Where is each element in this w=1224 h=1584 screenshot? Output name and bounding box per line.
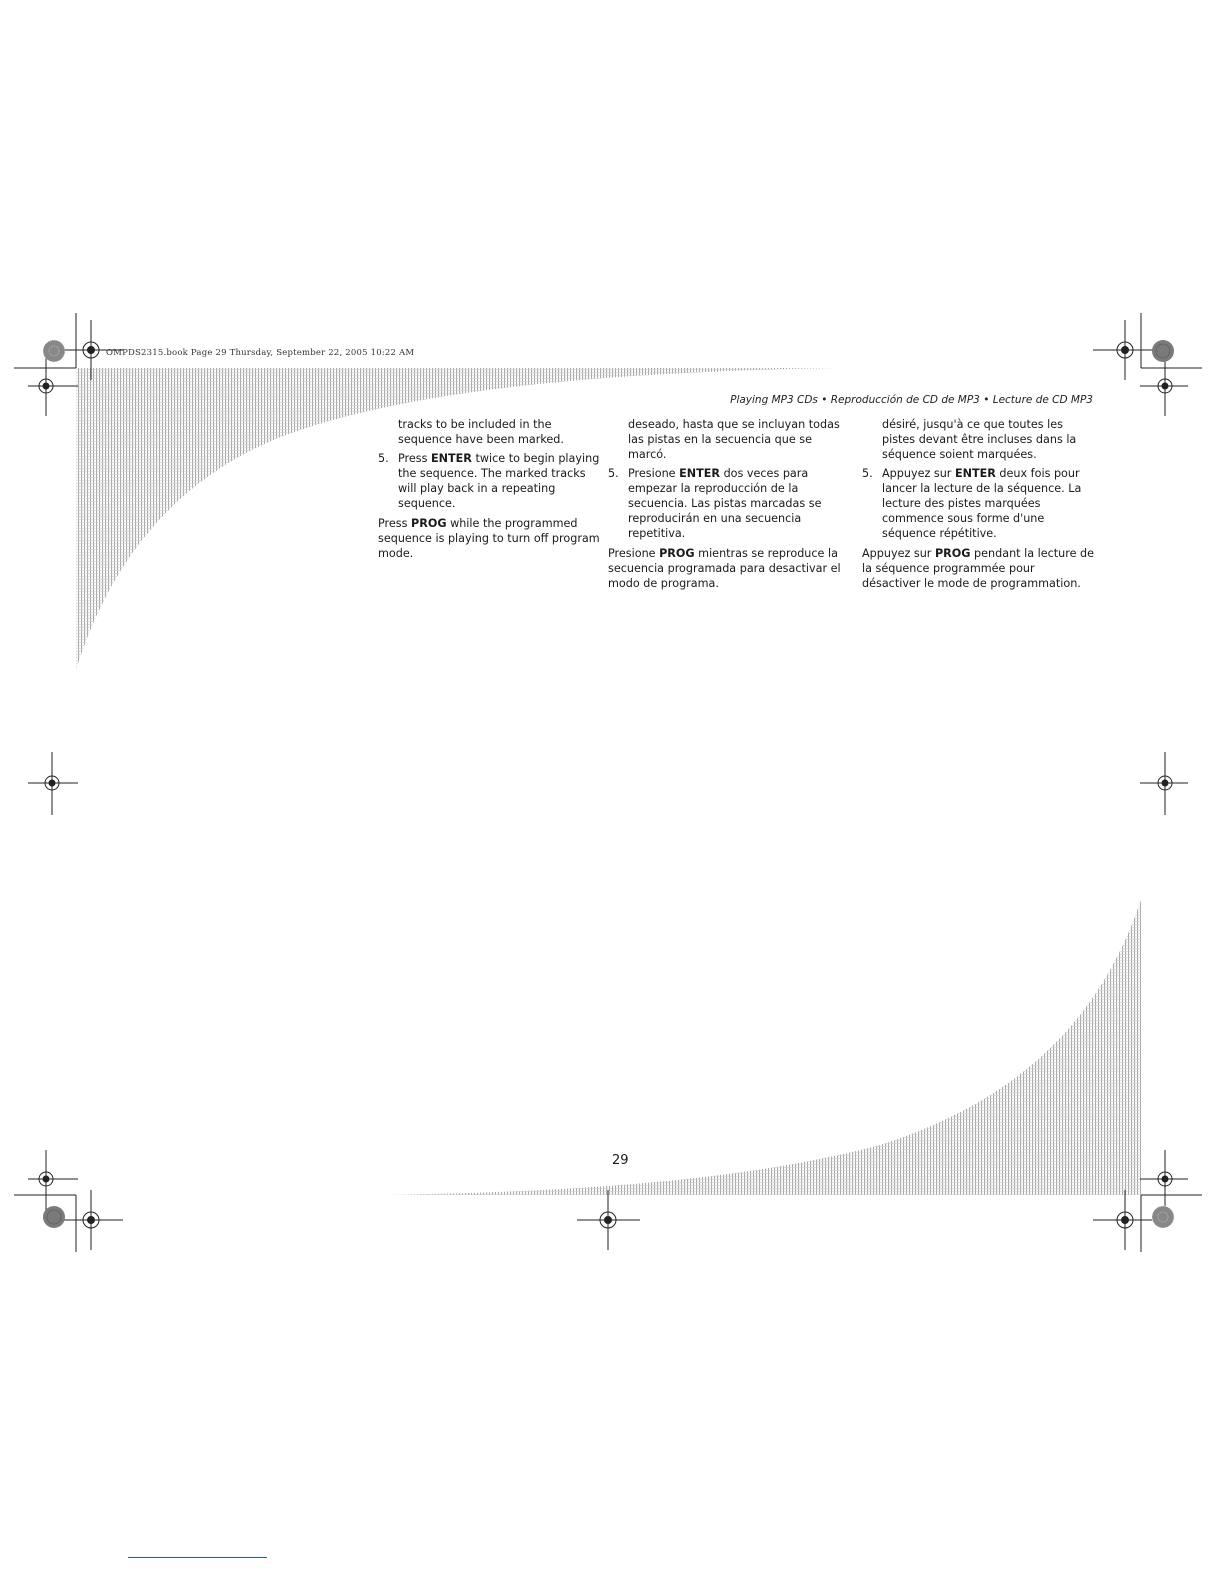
prog-key: PROG xyxy=(659,547,695,560)
prog-key: PROG xyxy=(934,547,971,560)
link-underline xyxy=(128,1557,267,1558)
registration-mark-right-upper xyxy=(1140,356,1188,416)
page-number: 29 xyxy=(612,1153,629,1168)
step-text: Press ENTER twice to begin playing the sequence. The marked tracks will play back in a repeating sequence. xyxy=(398,452,600,510)
step-number: 5. xyxy=(378,452,389,465)
registration-mark-left-lower xyxy=(28,1150,78,1210)
column-spanish xyxy=(608,417,852,596)
enter-key: ENTER xyxy=(431,452,472,465)
enter-key: ENTER xyxy=(679,467,721,480)
prog-note: Appuyez sur PROG pendant la lecture de la séquence programmée pour désactiver le mode de programmation. xyxy=(862,547,1095,590)
calibration-circle-bottom-left xyxy=(43,1206,65,1228)
column-french xyxy=(862,417,1096,596)
step-text: Appuyez sur ENTER deux fois pour lancer la lecture de la séquence. La lecture des pistes marquées commence sous forme d'une séquence répétitive. xyxy=(882,467,1082,540)
bottom-swoosh-graphic xyxy=(385,900,1141,1195)
registration-mark-bottom-left xyxy=(60,1190,123,1250)
step-5 xyxy=(608,466,852,541)
registration-mark-top-right xyxy=(1093,320,1156,380)
registration-mark-right-lower xyxy=(1140,1150,1188,1210)
prog-key: PROG xyxy=(411,517,447,530)
step-number: 5. xyxy=(608,467,619,480)
calibration-circle-top-left xyxy=(43,340,65,362)
registration-mark-left-middle xyxy=(28,752,78,815)
continued-text: tracks to be included in the sequence have been marked. xyxy=(398,418,564,446)
calibration-circle-bottom-right xyxy=(1152,1206,1174,1228)
step-5 xyxy=(378,451,600,511)
prog-note: Presione PROG mientras se reproduce la secuencia programada para desactivar el modo de programa. xyxy=(608,547,841,590)
calibration-circle-top-right xyxy=(1152,340,1174,362)
registration-mark-bottom-center xyxy=(577,1190,640,1250)
step-5 xyxy=(862,466,1096,541)
print-slug: OMPDS2315.book Page 29 Thursday, September 22, 2005 10:22 AM xyxy=(106,348,415,358)
column-english xyxy=(378,417,600,566)
step-text: Presione ENTER dos veces para empezar la reproducción de la secuencia. Las pistas marcadas se reproducirán en una secuencia repetitiva. xyxy=(628,467,822,540)
running-header: Playing MP3 CDs • Reproducción de CD de MP3 • Lecture de CD MP3 xyxy=(730,394,1093,406)
registration-mark-left-upper xyxy=(28,356,78,416)
continued-text: désiré, jusqu'à ce que toutes les pistes devant être incluses dans la séquence soient marquées. xyxy=(882,418,1077,461)
enter-key: ENTER xyxy=(954,467,996,480)
registration-mark-bottom-right xyxy=(1093,1190,1156,1250)
continued-text: deseado, hasta que se incluyan todas las pistas en la secuencia que se marcó. xyxy=(628,418,840,461)
step-number: 5. xyxy=(862,467,873,480)
prog-note: Press PROG while the programmed sequence is playing to turn off program mode. xyxy=(378,517,600,560)
registration-mark-right-middle xyxy=(1140,752,1188,815)
